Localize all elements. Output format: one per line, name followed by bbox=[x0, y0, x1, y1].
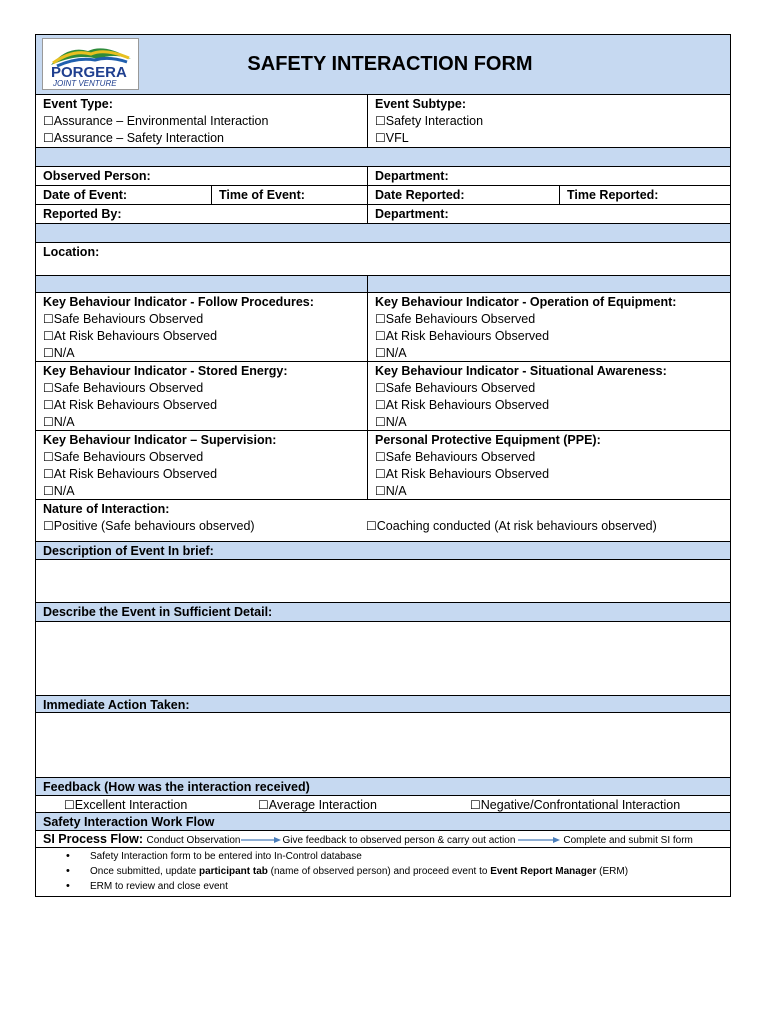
kbi-option[interactable]: ☐At Risk Behaviours Observed bbox=[375, 398, 550, 412]
action-header bbox=[36, 696, 730, 713]
date-of-event-field[interactable]: Date of Event: bbox=[43, 188, 128, 202]
checkbox-icon[interactable]: ☐ bbox=[375, 381, 386, 395]
workflow-bullet: • ERM to review and close event bbox=[36, 879, 730, 894]
dates-row bbox=[36, 186, 730, 205]
logo-line1: PORGERA bbox=[51, 64, 127, 81]
checkbox-icon[interactable]: ☐ bbox=[375, 114, 386, 128]
checkbox-icon[interactable]: ☐ bbox=[375, 467, 386, 481]
nature-row bbox=[36, 500, 730, 542]
checkbox-icon[interactable]: ☐ bbox=[43, 312, 54, 326]
brief-label: Description of Event In brief: bbox=[43, 544, 214, 558]
process-flow-row bbox=[36, 831, 730, 848]
feedback-options-row bbox=[36, 796, 730, 813]
checkbox-icon[interactable]: ☐ bbox=[43, 519, 54, 533]
checkbox-icon[interactable]: ☐ bbox=[43, 398, 54, 412]
kbi-option[interactable]: ☐N/A bbox=[43, 415, 75, 429]
checkbox-icon[interactable]: ☐ bbox=[375, 346, 386, 360]
kbi-row bbox=[36, 431, 730, 500]
event-type-option[interactable]: ☐Assurance – Environmental Interaction bbox=[43, 114, 269, 128]
event-type-row bbox=[36, 95, 730, 148]
kbi-ppe: Personal Protective Equipment (PPE): ☐Safe Behaviours Observed ☐At Risk Behaviours Observed ☐N/A bbox=[367, 431, 730, 499]
checkbox-icon[interactable]: ☐ bbox=[375, 131, 386, 145]
process-flow-label: SI Process Flow: bbox=[43, 832, 144, 846]
kbi-option[interactable]: ☐Safe Behaviours Observed bbox=[375, 312, 536, 326]
title-area bbox=[140, 35, 730, 94]
date-reported-field[interactable]: Date Reported: bbox=[367, 186, 559, 204]
feedback-average-option[interactable]: ☐Average Interaction bbox=[258, 798, 377, 812]
feedback-header bbox=[36, 778, 730, 796]
checkbox-icon[interactable]: ☐ bbox=[64, 798, 75, 812]
kbi-option[interactable]: ☐At Risk Behaviours Observed bbox=[43, 398, 218, 412]
form-title: SAFETY INTERACTION FORM bbox=[247, 53, 533, 75]
kbi-option[interactable]: ☐Safe Behaviours Observed bbox=[43, 312, 204, 326]
event-type-label: Event Type: bbox=[43, 97, 113, 111]
checkbox-icon[interactable]: ☐ bbox=[258, 798, 269, 812]
checkbox-icon[interactable]: ☐ bbox=[470, 798, 481, 812]
time-reported-field[interactable]: Time Reported: bbox=[559, 186, 730, 204]
kbi-situational-awareness: Key Behaviour Indicator - Situational Awareness: ☐Safe Behaviours Observed ☐At Risk Behaviours Observed ☐N/A bbox=[367, 362, 730, 430]
kbi-row bbox=[36, 362, 730, 431]
observed-person-row bbox=[36, 167, 730, 186]
checkbox-icon[interactable]: ☐ bbox=[43, 381, 54, 395]
kbi-stored-energy: Key Behaviour Indicator - Stored Energy: ☐Safe Behaviours Observed ☐At Risk Behaviours Observed ☐N/A bbox=[36, 362, 367, 430]
kbi-option[interactable]: ☐N/A bbox=[43, 346, 75, 360]
kbi-supervision: Key Behaviour Indicator – Supervision: ☐Safe Behaviours Observed ☐At Risk Behaviours Observed ☐N/A bbox=[36, 431, 367, 499]
kbi-row bbox=[36, 293, 730, 362]
kbi-option[interactable]: ☐At Risk Behaviours Observed bbox=[43, 329, 218, 343]
detail-header bbox=[36, 603, 730, 622]
feedback-negative-option[interactable]: ☐Negative/Confrontational Interaction bbox=[470, 798, 681, 812]
logo-line2: JOINT VENTURE bbox=[53, 79, 117, 88]
kbi-header-band bbox=[36, 276, 730, 293]
kbi-option[interactable]: ☐At Risk Behaviours Observed bbox=[375, 467, 550, 481]
arrow-right-icon bbox=[241, 836, 281, 844]
workflow-bullet: • Safety Interaction form to be entered into In-Control database bbox=[36, 849, 730, 864]
observed-person-field[interactable]: Observed Person: bbox=[43, 169, 151, 183]
nature-label: Nature of Interaction: bbox=[43, 502, 170, 516]
department-field[interactable]: Department: bbox=[367, 167, 730, 185]
checkbox-icon[interactable]: ☐ bbox=[43, 114, 54, 128]
brief-header bbox=[36, 542, 730, 560]
checkbox-icon[interactable]: ☐ bbox=[375, 450, 386, 464]
location-row bbox=[36, 243, 730, 276]
brief-field[interactable] bbox=[36, 560, 730, 603]
flow-step-1: Conduct Observation bbox=[146, 835, 241, 846]
feedback-excellent-option[interactable]: ☐Excellent Interaction bbox=[64, 798, 188, 812]
flow-step-3: Complete and submit SI form bbox=[563, 835, 693, 846]
checkbox-icon[interactable]: ☐ bbox=[375, 312, 386, 326]
nature-cell bbox=[36, 500, 730, 541]
event-subtype-option[interactable]: ☐Safety Interaction bbox=[375, 114, 484, 128]
kbi-option[interactable]: ☐Safe Behaviours Observed bbox=[43, 381, 204, 395]
checkbox-icon[interactable]: ☐ bbox=[43, 450, 54, 464]
safety-interaction-form bbox=[35, 34, 731, 897]
kbi-option[interactable]: ☐N/A bbox=[375, 415, 407, 429]
reported-by-field[interactable]: Reported By: bbox=[43, 207, 122, 221]
feedback-label: Feedback (How was the interaction received) bbox=[43, 780, 310, 794]
nature-positive-option[interactable]: ☐Positive (Safe behaviours observed) bbox=[43, 519, 255, 533]
kbi-follow-procedures: Key Behaviour Indicator - Follow Procedures: ☐Safe Behaviours Observed ☐At Risk Behaviours Observed ☐N/A bbox=[36, 293, 367, 361]
workflow-title: Safety Interaction Work Flow bbox=[43, 815, 215, 829]
department-field[interactable]: Department: bbox=[367, 205, 730, 223]
action-field[interactable] bbox=[36, 713, 730, 778]
event-subtype-label: Event Subtype: bbox=[375, 97, 466, 111]
checkbox-icon[interactable]: ☐ bbox=[43, 467, 54, 481]
workflow-bullets-row bbox=[36, 848, 730, 896]
kbi-option[interactable]: ☐Safe Behaviours Observed bbox=[375, 450, 536, 464]
event-type-option[interactable]: ☐Assurance – Safety Interaction bbox=[43, 131, 224, 145]
checkbox-icon[interactable]: ☐ bbox=[43, 131, 54, 145]
kbi-option[interactable]: ☐Safe Behaviours Observed bbox=[375, 381, 536, 395]
workflow-header bbox=[36, 813, 730, 831]
detail-label: Describe the Event in Sufficient Detail: bbox=[43, 605, 273, 619]
nature-coaching-option[interactable]: ☐Coaching conducted (At risk behaviours observed) bbox=[366, 519, 657, 533]
checkbox-icon[interactable]: ☐ bbox=[43, 329, 54, 343]
action-label: Immediate Action Taken: bbox=[43, 698, 190, 712]
checkbox-icon[interactable]: ☐ bbox=[375, 415, 386, 429]
spacer-band bbox=[36, 224, 730, 243]
checkbox-icon[interactable]: ☐ bbox=[375, 329, 386, 343]
kbi-option[interactable]: ☐N/A bbox=[375, 484, 407, 498]
checkbox-icon[interactable]: ☐ bbox=[366, 519, 377, 533]
kbi-option[interactable]: ☐At Risk Behaviours Observed bbox=[375, 329, 550, 343]
kbi-option[interactable]: ☐At Risk Behaviours Observed bbox=[43, 467, 218, 481]
kbi-option[interactable]: ☐Safe Behaviours Observed bbox=[43, 450, 204, 464]
location-field[interactable]: Location: bbox=[43, 245, 100, 259]
detail-field[interactable] bbox=[36, 622, 730, 696]
logo-area bbox=[36, 35, 140, 94]
reported-by-row bbox=[36, 205, 730, 224]
checkbox-icon[interactable]: ☐ bbox=[43, 346, 54, 360]
checkbox-icon[interactable]: ☐ bbox=[375, 484, 386, 498]
checkbox-icon[interactable]: ☐ bbox=[43, 484, 54, 498]
kbi-operation-of-equipment: Key Behaviour Indicator - Operation of Equipment: ☐Safe Behaviours Observed ☐At Risk Behaviours Observed ☐N/A bbox=[367, 293, 730, 361]
workflow-bullet: • Once submitted, update participant tab (name of observed person) and proceed event to Event Report Manager (ERM) bbox=[36, 864, 730, 879]
event-subtype-cell bbox=[367, 95, 730, 147]
kbi-option[interactable]: ☐N/A bbox=[375, 346, 407, 360]
checkbox-icon[interactable]: ☐ bbox=[375, 398, 386, 412]
flow-step-2: Give feedback to observed person & carry out action bbox=[282, 835, 516, 846]
workflow-bullets bbox=[36, 848, 730, 896]
spacer-band bbox=[36, 148, 730, 167]
time-of-event-field[interactable]: Time of Event: bbox=[211, 186, 367, 204]
process-flow bbox=[36, 831, 730, 847]
event-subtype-option[interactable]: ☐VFL bbox=[375, 131, 409, 145]
event-type-cell bbox=[36, 95, 367, 147]
porgera-logo bbox=[42, 38, 139, 90]
arrow-right-icon bbox=[516, 836, 562, 844]
kbi-option[interactable]: ☐N/A bbox=[43, 484, 75, 498]
form-header bbox=[36, 35, 730, 95]
checkbox-icon[interactable]: ☐ bbox=[43, 415, 54, 429]
